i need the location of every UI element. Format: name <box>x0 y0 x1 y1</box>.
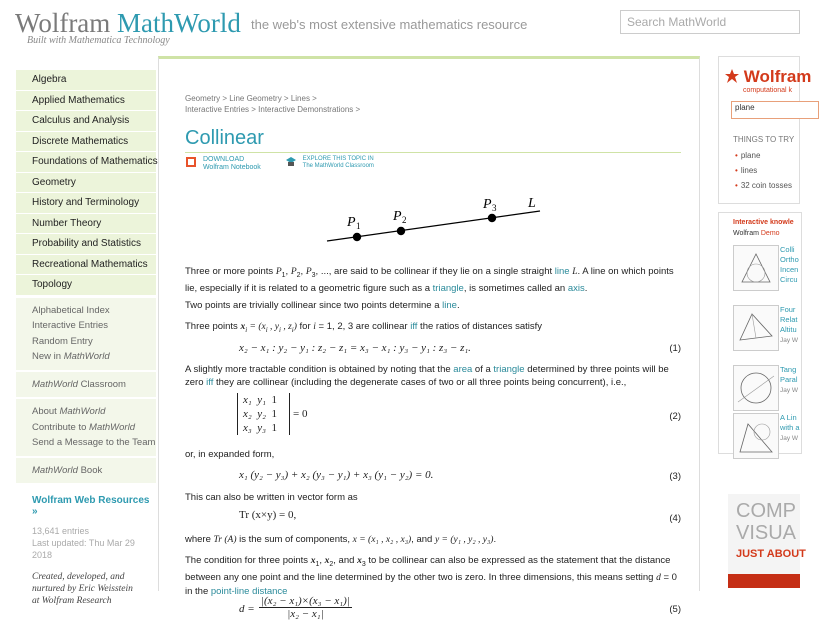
paragraph-distance: The condition for three points $x_1$, $x_2$, and $x_3$ to be collinear can also be expressed as the statement that the distance between any one point and the line determined by the other two is zero. In three dimensions, this means setting d = 0 in the point-line distance <box>185 555 677 597</box>
nav-contribute[interactable]: Contribute to MathWorld <box>32 421 135 433</box>
demo-title[interactable]: Tang Paral <box>780 365 798 384</box>
nav-new-in-mathworld[interactable]: New in MathWorld <box>32 351 110 362</box>
equation-1: x₂ − x₁ : y₂ − y₁ : z₂ − z₁ = x₃ − x₁ : y₃ − y₁ : z₃ − z₁. <box>239 342 471 354</box>
wolfram-alpha-logo[interactable]: Wolfram <box>725 67 811 87</box>
demo-title[interactable]: A Lin with a <box>780 413 800 432</box>
things-to-try-heading: THINGS TO TRY <box>733 135 795 144</box>
wolfram-star-icon <box>725 69 739 83</box>
demo-item[interactable] <box>733 245 803 295</box>
breadcrumb-line-2[interactable]: Interactive Entries > Interactive Demonstrations > <box>185 105 361 114</box>
point-p1 <box>353 233 361 241</box>
demo-title[interactable]: Four Relat Altitu <box>780 305 798 334</box>
link-axis[interactable]: axis <box>567 282 585 294</box>
demo-author: Jay W <box>780 387 799 394</box>
demo-item[interactable] <box>733 365 803 415</box>
entry-count: 13,641 entries <box>32 526 90 536</box>
collinear-figure <box>325 193 565 251</box>
breadcrumb[interactable] <box>185 93 681 115</box>
nav-topology[interactable]: Topology <box>16 275 156 296</box>
label-p1-sub: 1 <box>356 221 361 231</box>
ad-red-bar <box>728 574 800 588</box>
header <box>0 0 800 50</box>
equation-number-2: (2) <box>669 411 681 422</box>
demonstrations-box <box>718 212 802 454</box>
equation-number-3: (3) <box>669 471 681 482</box>
demo-item[interactable] <box>733 413 803 463</box>
demo-item[interactable] <box>733 305 803 355</box>
paragraph-two-points: Two points are trivially collinear since two points determine a line. <box>185 300 460 311</box>
equation-number-1: (1) <box>669 343 681 354</box>
demo-thumbnail <box>733 365 779 411</box>
search-input[interactable]: Search MathWorld <box>620 10 800 34</box>
nav-classroom[interactable]: MathWorld Classroom <box>32 378 126 390</box>
wolfram-alpha-subtitle: computational k <box>743 87 793 94</box>
link-iff[interactable]: iff <box>410 321 418 332</box>
classroom-icon <box>285 156 297 168</box>
label-p2-sub: 2 <box>402 215 407 225</box>
link-triangle[interactable]: triangle <box>432 282 464 294</box>
demo-author: Jay W <box>780 435 799 442</box>
interactive-knowledge-heading: Interactive knowle <box>733 219 794 226</box>
link-triangle-2[interactable]: triangle <box>493 364 525 375</box>
nav-history[interactable]: History and Terminology <box>16 193 156 214</box>
paragraph-three-points: Three points $x_i = (x_i$ , $y_i$ , $z_i$) for i = 1, 2, 3 are collinear iff the ratios of distances satisfy <box>185 321 543 334</box>
ad-tagline: JUST ABOUT <box>736 548 806 560</box>
equation-number-5: (5) <box>669 604 681 615</box>
page-title: Collinear <box>185 127 264 149</box>
nav-discrete[interactable]: Discrete Mathematics <box>16 132 156 153</box>
nav-send-message[interactable]: Send a Message to the Team <box>32 437 156 448</box>
point-p2 <box>397 227 405 235</box>
download-notebook-button[interactable]: DOWNLOAD Wolfram Notebook <box>185 156 261 172</box>
link-line[interactable]: line <box>554 266 570 277</box>
nav-number-theory[interactable]: Number Theory <box>16 214 156 235</box>
demo-thumbnail <box>733 305 779 351</box>
classroom-link-group <box>16 372 156 400</box>
ad-text: COMP VISUA <box>736 500 797 544</box>
credit-text <box>32 571 156 607</box>
notebook-icon <box>185 156 197 168</box>
label-p1: P <box>347 215 356 230</box>
right-sidebar <box>718 56 812 588</box>
wolfram-alpha-input[interactable]: plane <box>731 101 819 119</box>
main-content <box>158 56 700 620</box>
wolfram-web-resources-link[interactable]: Wolfram Web Resources » <box>32 495 150 517</box>
paragraph-expanded: or, in expanded form, <box>185 449 275 460</box>
nav-interactive-entries[interactable]: Interactive Entries <box>32 320 109 331</box>
topic-list <box>16 70 156 296</box>
paragraph-area: A slightly more tractable condition is obtained by noting that the area of a triangle determined by three points will be zero iff they are collinear (including the degenerate cases of two or all three points being concurrent), i.e., <box>185 364 669 388</box>
link-point-line-distance[interactable]: point-line distance <box>210 585 288 597</box>
demo-title[interactable]: Colli Ortho Incen Circu <box>780 245 799 284</box>
paragraph-definition: Three or more points $P_1$, $P_2$, $P_3$, ..., are said to be collinear if they lie on a single straight line L. A line on which points lie, especially if it is related to a geometric figure such as a triangle, is sometimes called an axis. <box>185 266 674 294</box>
last-updated: Last updated: Thu Mar 29 2018 <box>32 538 135 560</box>
site-logo[interactable]: Wolfram MathWorld <box>15 8 241 38</box>
try-item[interactable]: • 32 coin tosses <box>735 181 792 190</box>
index-links <box>16 298 156 372</box>
nav-calculus[interactable]: Calculus and Analysis <box>16 111 156 132</box>
link-area[interactable]: area <box>453 364 473 375</box>
entry-count-info <box>32 525 156 561</box>
article-toolbar <box>185 152 681 174</box>
label-p2: P <box>393 209 402 224</box>
nav-geometry[interactable]: Geometry <box>16 173 156 194</box>
try-item[interactable]: • plane <box>735 151 761 160</box>
nav-book[interactable]: MathWorld Book <box>32 464 103 476</box>
left-navigation <box>16 70 156 607</box>
link-iff-2[interactable]: iff <box>206 377 214 388</box>
wolfram-alpha-box <box>718 56 812 204</box>
label-l: L <box>528 196 536 211</box>
wolfram-demonstrations-label[interactable]: Wolfram Demo <box>733 230 780 237</box>
logo-subtitle: Built with Mathematica Technology <box>27 35 170 46</box>
breadcrumb-line-1[interactable]: Geometry > Line Geometry > Lines > <box>185 94 317 103</box>
try-item[interactable]: • lines <box>735 166 758 175</box>
demo-author: Jay W <box>780 337 799 344</box>
demo-thumbnail <box>733 413 779 459</box>
link-line-2[interactable]: line <box>442 300 457 311</box>
nav-probability[interactable]: Probability and Statistics <box>16 234 156 255</box>
book-link-group <box>16 458 156 486</box>
equation-4: Tr (x×y) = 0, <box>239 509 297 521</box>
nav-recreational[interactable]: Recreational Mathematics <box>16 255 156 276</box>
nav-random-entry[interactable]: Random Entry <box>32 335 93 347</box>
tagline: the web's most extensive mathematics resource <box>251 17 528 32</box>
point-p3 <box>488 214 496 222</box>
paragraph-trace: where Tr (A) is the sum of components, x = (x₁ , x₂ , x₃), and y = (y₁ , y₂ , y₃). <box>185 534 497 545</box>
article: Geometry > Line Geometry > Lines > Interactive Entries > Interactive Demonstrations > Collinear DOWNLOAD Wolfram Notebook EXPLORE THIS TOPIC IN The MathWorld Classroom P 1 P 2 P 3 L Three or more points $P_1$, $P_2$, $P_3$, ..., are said to be collinear if they lie on a single straight line L. A line on which points lie, especially if it is related to a geometric figure such as a triangle, is sometimes called an axis. Two points are trivially collinear since two points determine a line. Three points $x_i = (x_i$ , $y_i$ , $z_i$) for i = 1, 2, 3 are collinear iff the ratios of distances satisfy x₂ − x₁ : y₂ − y₁ : z₂ − z₁ = x₃ − x₁ : y₃ − y₁ : z₃ − z₁. (1) A slightly more tractable condition is obtained by noting that the area of a triangle determined by three points will be zero iff they are collinear (including the degenerate cases of two or all three points being concurrent), i.e., x₁ y₁ 1 x₂ y₂ 1 x₃ y₃ 1 = 0 (2) or, in expanded form, x₁ (y₂ − y₃) + x₂ (y₃ − y₁) + x₃ (y₁ − y₂) = 0. (3) This can also be written in vector form as Tr (x×y) = 0, (4) where Tr (A) is the sum of components, x = (x₁ , x₂ , x₃), and y = (y₁ , y₂ , y₃). The condition for three points $x_1$, $x_2$, and $x_3$ to be collinear can also be expressed as the statement that the distance between any one point and the line determined by the other two is zero. In three dimensions, this means setting d = 0 in the point-line distance d = |(x₂ − x₁)×(x₃ − x₁)| |x₂ − x₁| (5) <box>185 94 681 620</box>
label-p3: P <box>483 197 492 212</box>
credit-line-1: Created, developed, and <box>32 572 125 582</box>
determinant: x₁ y₁ 1 x₂ y₂ 1 x₃ y₃ 1 = 0 <box>237 393 317 437</box>
paragraph-vector-form: This can also be written in vector form as <box>185 492 358 503</box>
label-p3-sub: 3 <box>492 203 497 213</box>
nav-about[interactable]: About MathWorld <box>32 406 106 417</box>
nav-foundations[interactable]: Foundations of Mathematics <box>16 152 156 173</box>
about-links <box>16 399 156 458</box>
equation-3: x₁ (y₂ − y₃) + x₂ (y₃ − y₁) + x₃ (y₁ − y₂) = 0. <box>239 469 434 481</box>
explore-classroom-button[interactable]: EXPLORE THIS TOPIC IN The MathWorld Classroom <box>285 156 374 170</box>
nav-algebra[interactable]: Algebra <box>16 70 156 91</box>
nav-alphabetical-index[interactable]: Alphabetical Index <box>32 304 110 316</box>
credit-line-2: nurtured by Eric Weisstein <box>32 584 133 594</box>
equation-number-4: (4) <box>669 513 681 524</box>
advertisement-banner[interactable] <box>728 494 806 588</box>
demo-thumbnail <box>733 245 779 291</box>
credit-line-3: at Wolfram Research <box>32 596 112 606</box>
web-resources <box>16 495 156 607</box>
nav-applied-mathematics[interactable]: Applied Mathematics <box>16 91 156 112</box>
